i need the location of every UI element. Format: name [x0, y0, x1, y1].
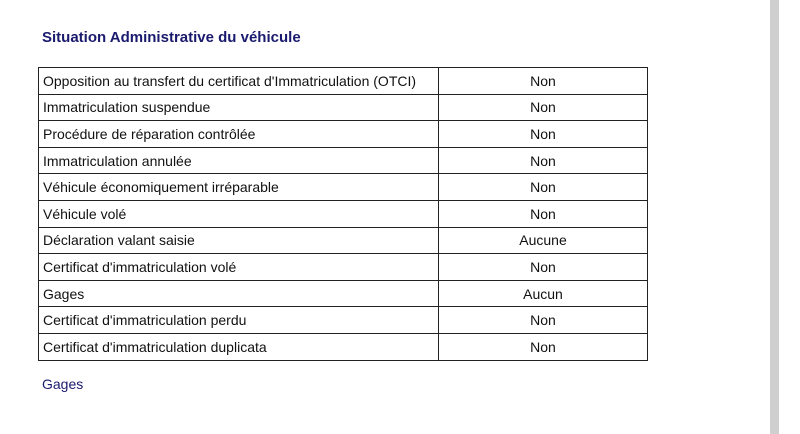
row-label: Déclaration valant saisie	[39, 227, 439, 254]
table-row	[39, 227, 648, 254]
row-label: Certificat d'immatriculation perdu	[39, 307, 439, 334]
row-label: Véhicule volé	[39, 200, 439, 227]
table-row	[39, 280, 648, 307]
row-label: Procédure de réparation contrôlée	[39, 121, 439, 148]
table-row	[39, 94, 648, 121]
vehicle-status-table	[38, 67, 648, 361]
table-row	[39, 121, 648, 148]
table-row	[39, 68, 648, 95]
right-gutter	[779, 0, 800, 434]
table-row	[39, 174, 648, 201]
table-row	[39, 254, 648, 281]
row-label: Immatriculation suspendue	[39, 94, 439, 121]
row-label: Gages	[39, 280, 439, 307]
row-value: Aucun	[439, 280, 648, 307]
row-label: Véhicule économiquement irréparable	[39, 174, 439, 201]
row-value: Non	[439, 94, 648, 121]
row-label: Certificat d'immatriculation duplicata	[39, 333, 439, 360]
row-label: Opposition au transfert du certificat d'Immatriculation (OTCI)	[39, 68, 439, 95]
row-value: Aucune	[439, 227, 648, 254]
section-heading-gages: Gages	[42, 376, 84, 392]
row-label: Immatriculation annulée	[39, 147, 439, 174]
page-title: Situation Administrative du véhicule	[42, 29, 301, 46]
row-value: Non	[439, 333, 648, 360]
table-row	[39, 333, 648, 360]
row-label: Certificat d'immatriculation volé	[39, 254, 439, 281]
row-value: Non	[439, 121, 648, 148]
vertical-scrollbar[interactable]	[770, 0, 779, 434]
table-row	[39, 307, 648, 334]
row-value: Non	[439, 307, 648, 334]
table-row	[39, 200, 648, 227]
row-value: Non	[439, 147, 648, 174]
row-value: Non	[439, 254, 648, 281]
row-value: Non	[439, 200, 648, 227]
row-value: Non	[439, 68, 648, 95]
table-row	[39, 147, 648, 174]
row-value: Non	[439, 174, 648, 201]
